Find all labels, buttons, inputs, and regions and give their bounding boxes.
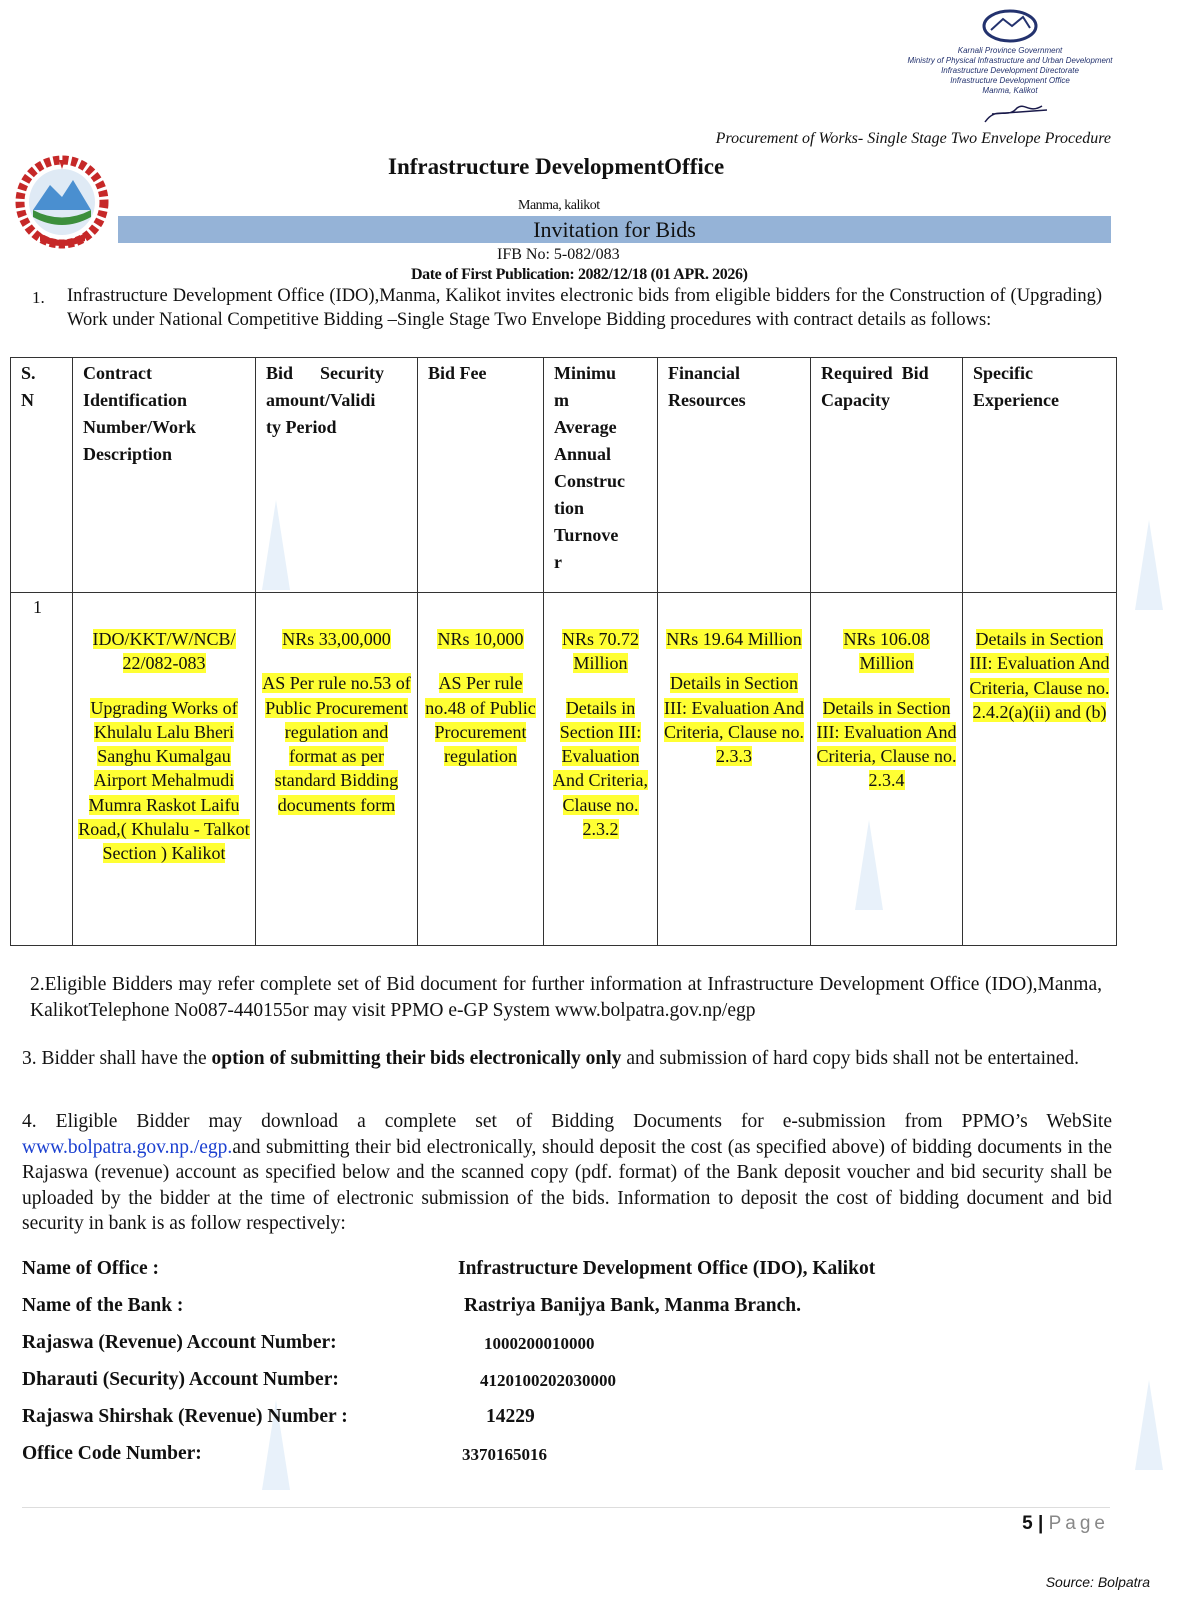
column-header-line: ty Period: [266, 417, 337, 437]
cell-capacity: NRs 106.08 Million: [843, 629, 930, 674]
column-header: [256, 358, 418, 593]
column-header-line: Average: [554, 417, 617, 437]
cell-work-description: Upgrading Works of Khulalu Lalu Bheri Sanghu Kumalgau Airport Mehalmudi Mumra Raskot Laifu Road,( Khulalu - Talkot Section ) Kalikot: [78, 697, 250, 864]
bank-detail-row: Name of Office : Infrastructure Development Office (IDO), Kalikot: [22, 1258, 876, 1279]
watermark-arrow-icon: [1135, 1380, 1163, 1470]
cell-bid-security: NRs 33,00,000: [282, 629, 391, 649]
column-header-line: Bid Security: [266, 363, 385, 383]
column-header-line: Identification: [83, 390, 188, 410]
column-header-line: Specific: [973, 363, 1033, 383]
bank-detail-row: Rajaswa Shirshak (Revenue) Number : 14229: [22, 1406, 535, 1427]
office-title: Infrastructure DevelopmentOffice: [388, 154, 725, 179]
cell-bid-fee: NRs 10,000: [437, 629, 524, 649]
column-header-line: Number/Work: [83, 417, 197, 437]
column-header: [544, 358, 658, 593]
column-header-line: Resources: [668, 390, 746, 410]
column-header-line: S.: [21, 363, 36, 383]
bank-detail-row: Office Code Number: 3370165016: [22, 1443, 547, 1464]
column-header-line: r: [554, 552, 562, 572]
source-label: Source: Bolpatra: [1045, 1574, 1150, 1590]
cell-contract-id: IDO/KKT/W/NCB/ 22/082-083: [92, 629, 236, 674]
cell-turnover: NRs 70.72 Million: [561, 629, 639, 674]
bolpatra-link[interactable]: www.bolpatra.gov.np./egp.: [22, 1136, 233, 1158]
office-location: Manma, kalikot: [518, 198, 600, 213]
publication-date: Date of First Publication: 2082/12/18 (01 APR. 2026): [411, 266, 748, 283]
column-header-line: amount/Validi: [266, 390, 376, 410]
contract-details-table: [10, 357, 1117, 946]
column-header-line: m: [554, 390, 569, 410]
column-header-line: Capacity: [821, 390, 890, 410]
bank-detail-row: Rajaswa (Revenue) Account Number: 1000200010000: [22, 1332, 595, 1353]
column-header-line: Annual: [554, 444, 612, 464]
paragraph-3: 3. Bidder shall have the option of submitting their bids electronically only and submission of hard copy bids shall not be entertained.: [22, 1048, 1080, 1069]
nepal-emblem: [15, 155, 110, 250]
column-header: [963, 358, 1117, 593]
cell-experience: Details in Section III: Evaluation And Criteria, Clause no. 2.4.2(a)(ii) and (b): [969, 629, 1110, 722]
column-header: [811, 358, 963, 593]
paragraph-2: 2.Eligible Bidders may refer complete set of Bid document for further information at Infrastructure Development Office (IDO),Manma, KalikotTelephone No087-440155or may visit PPMO e-GP System www.bolpatra.gov.np/egp: [30, 974, 1102, 1021]
cell-financial-note: Details in Section III: Evaluation And Criteria, Clause no. 2.3.3: [664, 673, 804, 767]
column-header-line: Required Bid: [821, 363, 929, 383]
cell-sn: 1: [33, 597, 42, 617]
column-header-line: Bid Fee: [428, 363, 487, 383]
svg-text:Manma, Kalikot: Manma, Kalikot: [982, 86, 1038, 95]
column-header-line: Experience: [973, 390, 1059, 410]
invitation-banner: Invitation for Bids: [118, 216, 1111, 243]
column-header-line: tion: [554, 498, 585, 518]
column-header-line: Financial: [668, 363, 741, 383]
cell-bid-security-note: AS Per rule no.53 of Public Procurement regulation and format as per standard Bidding documents form: [262, 673, 411, 815]
svg-text:Karnali Province Government: Karnali Province Government: [957, 46, 1063, 55]
table-row: [11, 593, 1117, 946]
footer-divider: [22, 1507, 1110, 1508]
bank-detail-row: Dharauti (Security) Account Number: 4120100202030000: [22, 1369, 616, 1390]
column-header-line: N: [21, 390, 34, 410]
paragraph-4: 4. Eligible Bidder may download a complete set of Bidding Documents for e-submission from PPMO’s WebSite www.bolpatra.gov.np./egp.and submitting their bid electronically, should deposit the cost (as specified above) of bidding documents in the Rajaswa (revenue) account as specified below and the scanned copy (pdf. format) of the Bank deposit voucher and bid security shall be uploaded by the bidder at the time of electronic submission of the bids. Information to deposit the cost of bidding document and bid security in bank is as follow respectively:: [22, 1111, 1112, 1234]
cell-bid-fee-note: AS Per rule no.48 of Public Procurement regulation: [425, 673, 536, 767]
svg-text:Ministry of Physical Infrastru: Ministry of Physical Infrastructure and Urban Development: [907, 56, 1114, 65]
office-stamp: [905, 6, 1115, 128]
watermark-arrow-icon: [1135, 520, 1163, 610]
cell-turnover-note: Details in Section III: Evaluation And Criteria, Clause no. 2.3.2: [553, 697, 648, 840]
procedure-label: Procurement of Works- Single Stage Two Envelope Procedure: [715, 130, 1111, 147]
column-header-line: Construc: [554, 471, 625, 491]
column-header: [418, 358, 544, 593]
column-header: [658, 358, 811, 593]
ifb-number: IFB No: 5-082/083: [497, 246, 620, 263]
intro-number: 1.: [32, 288, 45, 307]
bank-detail-row: Name of the Bank : Rastriya Banijya Bank, Manma Branch.: [22, 1295, 801, 1316]
intro-text: Infrastructure Development Office (IDO),Manma, Kalikot invites electronic bids from eligible bidders for the Construction of (Upgrading) Work under National Competitive Bidding –Single Stage Two Envelope Bidding procedures with contract details as follows:: [67, 286, 1102, 330]
column-header-line: Contract: [83, 363, 152, 383]
table-header-row: [11, 358, 1117, 593]
cell-financial: NRs 19.64 Million: [666, 629, 802, 649]
svg-text:Infrastructure Development Off: Infrastructure Development Office: [950, 76, 1070, 85]
page-footer: 5 | Page: [1022, 1513, 1109, 1534]
svg-text:Infrastructure Development Dir: Infrastructure Development Directorate: [941, 66, 1079, 75]
column-header: [11, 358, 73, 593]
cell-capacity-note: Details in Section III: Evaluation And Criteria, Clause no. 2.3.4: [816, 697, 957, 791]
column-header-line: Minimu: [554, 363, 617, 383]
column-header: [73, 358, 256, 593]
column-header-line: Description: [83, 444, 172, 464]
column-header-line: Turnove: [554, 525, 619, 545]
